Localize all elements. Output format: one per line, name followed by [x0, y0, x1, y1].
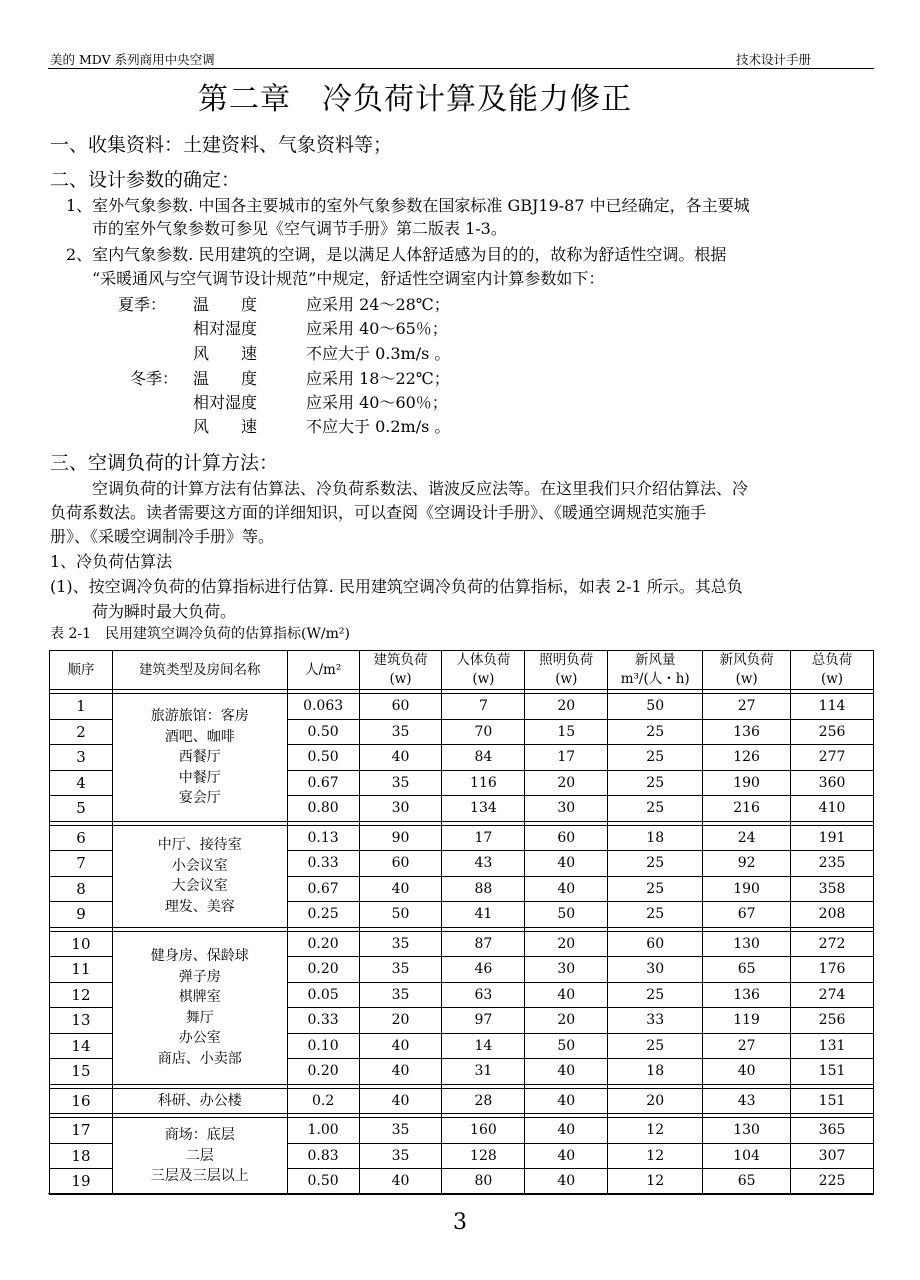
total-load-cell: 176	[791, 957, 874, 983]
fresh-air-cell: 25	[608, 876, 703, 902]
summer-humidity-value: 应采用 40～65％；	[306, 319, 448, 338]
density-cell: 0.83	[287, 1143, 359, 1169]
fresh-air-load-cell: 136	[703, 719, 791, 745]
human-load-cell: 28	[442, 1088, 525, 1114]
table-header-cell: 新风量 m³/(人・h)	[608, 651, 703, 690]
page-number: 3	[453, 1210, 467, 1235]
fresh-air-load-cell: 40	[703, 1059, 791, 1085]
fresh-air-cell: 18	[608, 1059, 703, 1085]
paragraph-line-3: 册》、《采暖空调制冷手册》等。	[50, 527, 275, 546]
human-load-cell: 17	[442, 825, 525, 851]
winter-humidity-name: 相对湿度	[193, 393, 258, 412]
summer-label: 夏季：	[118, 295, 167, 314]
lighting-load-cell: 20	[525, 931, 608, 957]
footer-divider	[48, 1193, 874, 1194]
building-load-cell: 40	[359, 1059, 442, 1085]
table-header-cell: 总负荷 (w)	[791, 651, 874, 690]
building-load-cell: 35	[359, 1118, 442, 1144]
fresh-air-load-cell: 136	[703, 982, 791, 1008]
row-index-cell: 7	[50, 851, 113, 877]
building-load-cell: 90	[359, 825, 442, 851]
summer-temp-value: 应采用 24～28℃；	[306, 295, 450, 314]
table-header-cell: 人/m²	[287, 651, 359, 690]
building-load-cell: 40	[359, 1033, 442, 1059]
human-load-cell: 128	[442, 1143, 525, 1169]
human-load-cell: 7	[442, 694, 525, 720]
lighting-load-cell: 60	[525, 825, 608, 851]
header-left: 美的 MDV 系列商用中央空调	[50, 52, 215, 67]
row-index-cell: 14	[50, 1033, 113, 1059]
fresh-air-cell: 33	[608, 1008, 703, 1034]
table-header-cell: 人体负荷 (w)	[442, 651, 525, 690]
density-cell: 0.2	[287, 1088, 359, 1114]
lighting-load-cell: 40	[525, 1059, 608, 1085]
building-type-cell: 中厅、接待室 小会议室 大会议室 理发、美容	[112, 825, 287, 927]
lighting-load-cell: 50	[525, 902, 608, 928]
total-load-cell: 256	[791, 1008, 874, 1034]
lighting-load-cell: 15	[525, 719, 608, 745]
fresh-air-load-cell: 27	[703, 694, 791, 720]
header-right: 技术设计手册	[736, 52, 812, 67]
density-cell: 0.063	[287, 694, 359, 720]
human-load-cell: 134	[442, 796, 525, 822]
fresh-air-load-cell: 65	[703, 1169, 791, 1195]
lighting-load-cell: 20	[525, 694, 608, 720]
fresh-air-cell: 12	[608, 1143, 703, 1169]
building-load-cell: 35	[359, 982, 442, 1008]
fresh-air-load-cell: 92	[703, 851, 791, 877]
building-load-cell: 40	[359, 745, 442, 771]
density-cell: 0.20	[287, 1059, 359, 1085]
subheading-1: 1、冷负荷估算法	[50, 552, 173, 571]
lighting-load-cell: 20	[525, 1008, 608, 1034]
load-estimate-table	[49, 650, 874, 1195]
table-header-cell: 建筑类型及房间名称	[112, 651, 287, 690]
human-load-cell: 63	[442, 982, 525, 1008]
total-load-cell: 151	[791, 1088, 874, 1114]
building-load-cell: 40	[359, 876, 442, 902]
density-cell: 1.00	[287, 1118, 359, 1144]
fresh-air-cell: 12	[608, 1118, 703, 1144]
row-index-cell: 12	[50, 982, 113, 1008]
density-cell: 0.13	[287, 825, 359, 851]
lighting-load-cell: 30	[525, 957, 608, 983]
building-type-cell: 健身房、保龄球 弹子房 棋牌室 舞厅 办公室 商店、小卖部	[112, 931, 287, 1084]
fresh-air-cell: 50	[608, 694, 703, 720]
building-load-cell: 60	[359, 694, 442, 720]
human-load-cell: 88	[442, 876, 525, 902]
lighting-load-cell: 40	[525, 1143, 608, 1169]
total-load-cell: 277	[791, 745, 874, 771]
total-load-cell: 358	[791, 876, 874, 902]
section-3-heading: 三、空调负荷的计算方法：	[50, 452, 279, 474]
table-header-cell: 新风负荷 (w)	[703, 651, 791, 690]
fresh-air-cell: 25	[608, 851, 703, 877]
row-index-cell: 1	[50, 694, 113, 720]
total-load-cell: 151	[791, 1059, 874, 1085]
fresh-air-cell: 25	[608, 719, 703, 745]
density-cell: 0.50	[287, 719, 359, 745]
human-load-cell: 97	[442, 1008, 525, 1034]
row-index-cell: 2	[50, 719, 113, 745]
table-header-cell: 顺序	[50, 651, 113, 690]
total-load-cell: 360	[791, 770, 874, 796]
fresh-air-cell: 25	[608, 1033, 703, 1059]
row-index-cell: 13	[50, 1008, 113, 1034]
density-cell: 0.20	[287, 957, 359, 983]
lighting-load-cell: 40	[525, 1088, 608, 1114]
building-load-cell: 40	[359, 1169, 442, 1195]
building-load-cell: 35	[359, 1143, 442, 1169]
winter-label: 冬季：	[130, 369, 179, 388]
item-1-line-2: 市的室外气象参数可参见《空气调节手册》第二版表 1-3。	[92, 219, 507, 238]
section-2-heading: 二、设计参数的确定：	[50, 169, 241, 191]
fresh-air-cell: 20	[608, 1088, 703, 1114]
table-caption: 表 2-1 民用建筑空调冷负荷的估算指标(W/m²)	[50, 626, 350, 642]
item-2-line-1: 2、室内气象参数. 民用建筑的空调，是以满足人体舒适感为目的的，故称为舒适性空调。根据	[66, 245, 727, 264]
total-load-cell: 410	[791, 796, 874, 822]
density-cell: 0.10	[287, 1033, 359, 1059]
row-index-cell: 15	[50, 1059, 113, 1085]
fresh-air-load-cell: 126	[703, 745, 791, 771]
building-load-cell: 35	[359, 770, 442, 796]
fresh-air-cell: 25	[608, 796, 703, 822]
winter-temp-name: 温 度	[193, 369, 258, 388]
fresh-air-load-cell: 67	[703, 902, 791, 928]
summer-wind-value: 不应大于 0.3m/s 。	[306, 344, 451, 363]
fresh-air-load-cell: 190	[703, 770, 791, 796]
density-cell: 0.25	[287, 902, 359, 928]
density-cell: 0.80	[287, 796, 359, 822]
density-cell: 0.33	[287, 851, 359, 877]
table-row	[50, 694, 874, 720]
winter-wind-name: 风 速	[193, 417, 258, 436]
building-type-cell: 商场：底层 二层 三层及三层以上	[112, 1118, 287, 1195]
fresh-air-load-cell: 190	[703, 876, 791, 902]
human-load-cell: 41	[442, 902, 525, 928]
fresh-air-cell: 25	[608, 982, 703, 1008]
item-2-line-2: “采暖通风与空气调节设计规范”中规定，舒适性空调室内计算参数如下：	[92, 269, 605, 288]
total-load-cell: 191	[791, 825, 874, 851]
density-cell: 0.67	[287, 770, 359, 796]
lighting-load-cell: 30	[525, 796, 608, 822]
fresh-air-load-cell: 104	[703, 1143, 791, 1169]
row-index-cell: 19	[50, 1169, 113, 1195]
density-cell: 0.50	[287, 745, 359, 771]
table-header-row	[50, 651, 874, 690]
row-index-cell: 17	[50, 1118, 113, 1144]
header-divider	[48, 68, 874, 69]
lighting-load-cell: 20	[525, 770, 608, 796]
human-load-cell: 87	[442, 931, 525, 957]
fresh-air-cell: 60	[608, 931, 703, 957]
human-load-cell: 160	[442, 1118, 525, 1144]
fresh-air-cell: 25	[608, 902, 703, 928]
total-load-cell: 131	[791, 1033, 874, 1059]
building-load-cell: 40	[359, 1088, 442, 1114]
fresh-air-load-cell: 24	[703, 825, 791, 851]
lighting-load-cell: 40	[525, 1169, 608, 1195]
lighting-load-cell: 40	[525, 851, 608, 877]
total-load-cell: 256	[791, 719, 874, 745]
row-index-cell: 3	[50, 745, 113, 771]
density-cell: 0.67	[287, 876, 359, 902]
human-load-cell: 84	[442, 745, 525, 771]
human-load-cell: 46	[442, 957, 525, 983]
human-load-cell: 116	[442, 770, 525, 796]
human-load-cell: 70	[442, 719, 525, 745]
row-index-cell: 8	[50, 876, 113, 902]
total-load-cell: 225	[791, 1169, 874, 1195]
density-cell: 0.20	[287, 931, 359, 957]
row-index-cell: 10	[50, 931, 113, 957]
table-header-cell: 照明负荷 (w)	[525, 651, 608, 690]
human-load-cell: 14	[442, 1033, 525, 1059]
building-load-cell: 35	[359, 931, 442, 957]
total-load-cell: 114	[791, 694, 874, 720]
table-row	[50, 1118, 874, 1144]
winter-temp-value: 应采用 18～22℃；	[306, 369, 450, 388]
lighting-load-cell: 40	[525, 982, 608, 1008]
building-load-cell: 30	[359, 796, 442, 822]
sub-item-line-2: 荷为瞬时最大负荷。	[92, 602, 237, 621]
fresh-air-load-cell: 216	[703, 796, 791, 822]
row-index-cell: 6	[50, 825, 113, 851]
building-load-cell: 20	[359, 1008, 442, 1034]
row-index-cell: 11	[50, 957, 113, 983]
building-load-cell: 35	[359, 719, 442, 745]
section-1-heading: 一、收集资料：土建资料、气象资料等；	[50, 134, 393, 156]
total-load-cell: 365	[791, 1118, 874, 1144]
building-load-cell: 35	[359, 957, 442, 983]
fresh-air-load-cell: 65	[703, 957, 791, 983]
fresh-air-load-cell: 43	[703, 1088, 791, 1114]
row-index-cell: 5	[50, 796, 113, 822]
winter-humidity-value: 应采用 40～60％；	[306, 393, 448, 412]
building-load-cell: 60	[359, 851, 442, 877]
building-type-cell: 旅游旅馆：客房 酒吧、咖啡 西餐厅 中餐厅 宴会厅	[112, 694, 287, 822]
fresh-air-load-cell: 130	[703, 1118, 791, 1144]
fresh-air-load-cell: 27	[703, 1033, 791, 1059]
row-index-cell: 18	[50, 1143, 113, 1169]
paragraph-line-2: 负荷系数法。读者需要这方面的详细知识，可以查阅《空调设计手册》、《暖通空调规范实施手	[50, 503, 707, 522]
row-index-cell: 16	[50, 1088, 113, 1114]
total-load-cell: 235	[791, 851, 874, 877]
winter-wind-value: 不应大于 0.2m/s 。	[306, 417, 451, 436]
human-load-cell: 43	[442, 851, 525, 877]
building-type-cell: 科研、办公楼	[112, 1088, 287, 1114]
lighting-load-cell: 40	[525, 1118, 608, 1144]
summer-humidity-name: 相对湿度	[193, 319, 258, 338]
fresh-air-cell: 25	[608, 770, 703, 796]
summer-wind-name: 风 速	[193, 344, 258, 363]
total-load-cell: 208	[791, 902, 874, 928]
density-cell: 0.33	[287, 1008, 359, 1034]
table-row	[50, 931, 874, 957]
lighting-load-cell: 40	[525, 876, 608, 902]
human-load-cell: 80	[442, 1169, 525, 1195]
fresh-air-cell: 12	[608, 1169, 703, 1195]
row-index-cell: 9	[50, 902, 113, 928]
total-load-cell: 307	[791, 1143, 874, 1169]
density-cell: 0.50	[287, 1169, 359, 1195]
row-index-cell: 4	[50, 770, 113, 796]
table-row	[50, 825, 874, 851]
total-load-cell: 272	[791, 931, 874, 957]
chapter-title: 第二章 冷负荷计算及能力修正	[198, 82, 632, 117]
lighting-load-cell: 17	[525, 745, 608, 771]
table-header-cell: 建筑负荷 (w)	[359, 651, 442, 690]
fresh-air-cell: 30	[608, 957, 703, 983]
table-row	[50, 1088, 874, 1114]
summer-temp-name: 温 度	[193, 295, 258, 314]
item-1-line-1: 1、室外气象参数. 中国各主要城市的室外气象参数在国家标准 GBJ19-87 中已经确定，各主要城	[66, 196, 750, 215]
human-load-cell: 31	[442, 1059, 525, 1085]
fresh-air-load-cell: 119	[703, 1008, 791, 1034]
building-load-cell: 50	[359, 902, 442, 928]
fresh-air-load-cell: 130	[703, 931, 791, 957]
fresh-air-cell: 18	[608, 825, 703, 851]
sub-item-line-1: (1)、按空调冷负荷的估算指标进行估算. 民用建筑空调冷负荷的估算指标，如表 2-1 所示。其总负	[50, 577, 743, 596]
density-cell: 0.05	[287, 982, 359, 1008]
lighting-load-cell: 50	[525, 1033, 608, 1059]
total-load-cell: 274	[791, 982, 874, 1008]
paragraph-line-1: 空调负荷的计算方法有估算法、冷负荷系数法、谐波反应法等。在这里我们只介绍估算法、冷	[92, 479, 749, 498]
fresh-air-cell: 25	[608, 745, 703, 771]
